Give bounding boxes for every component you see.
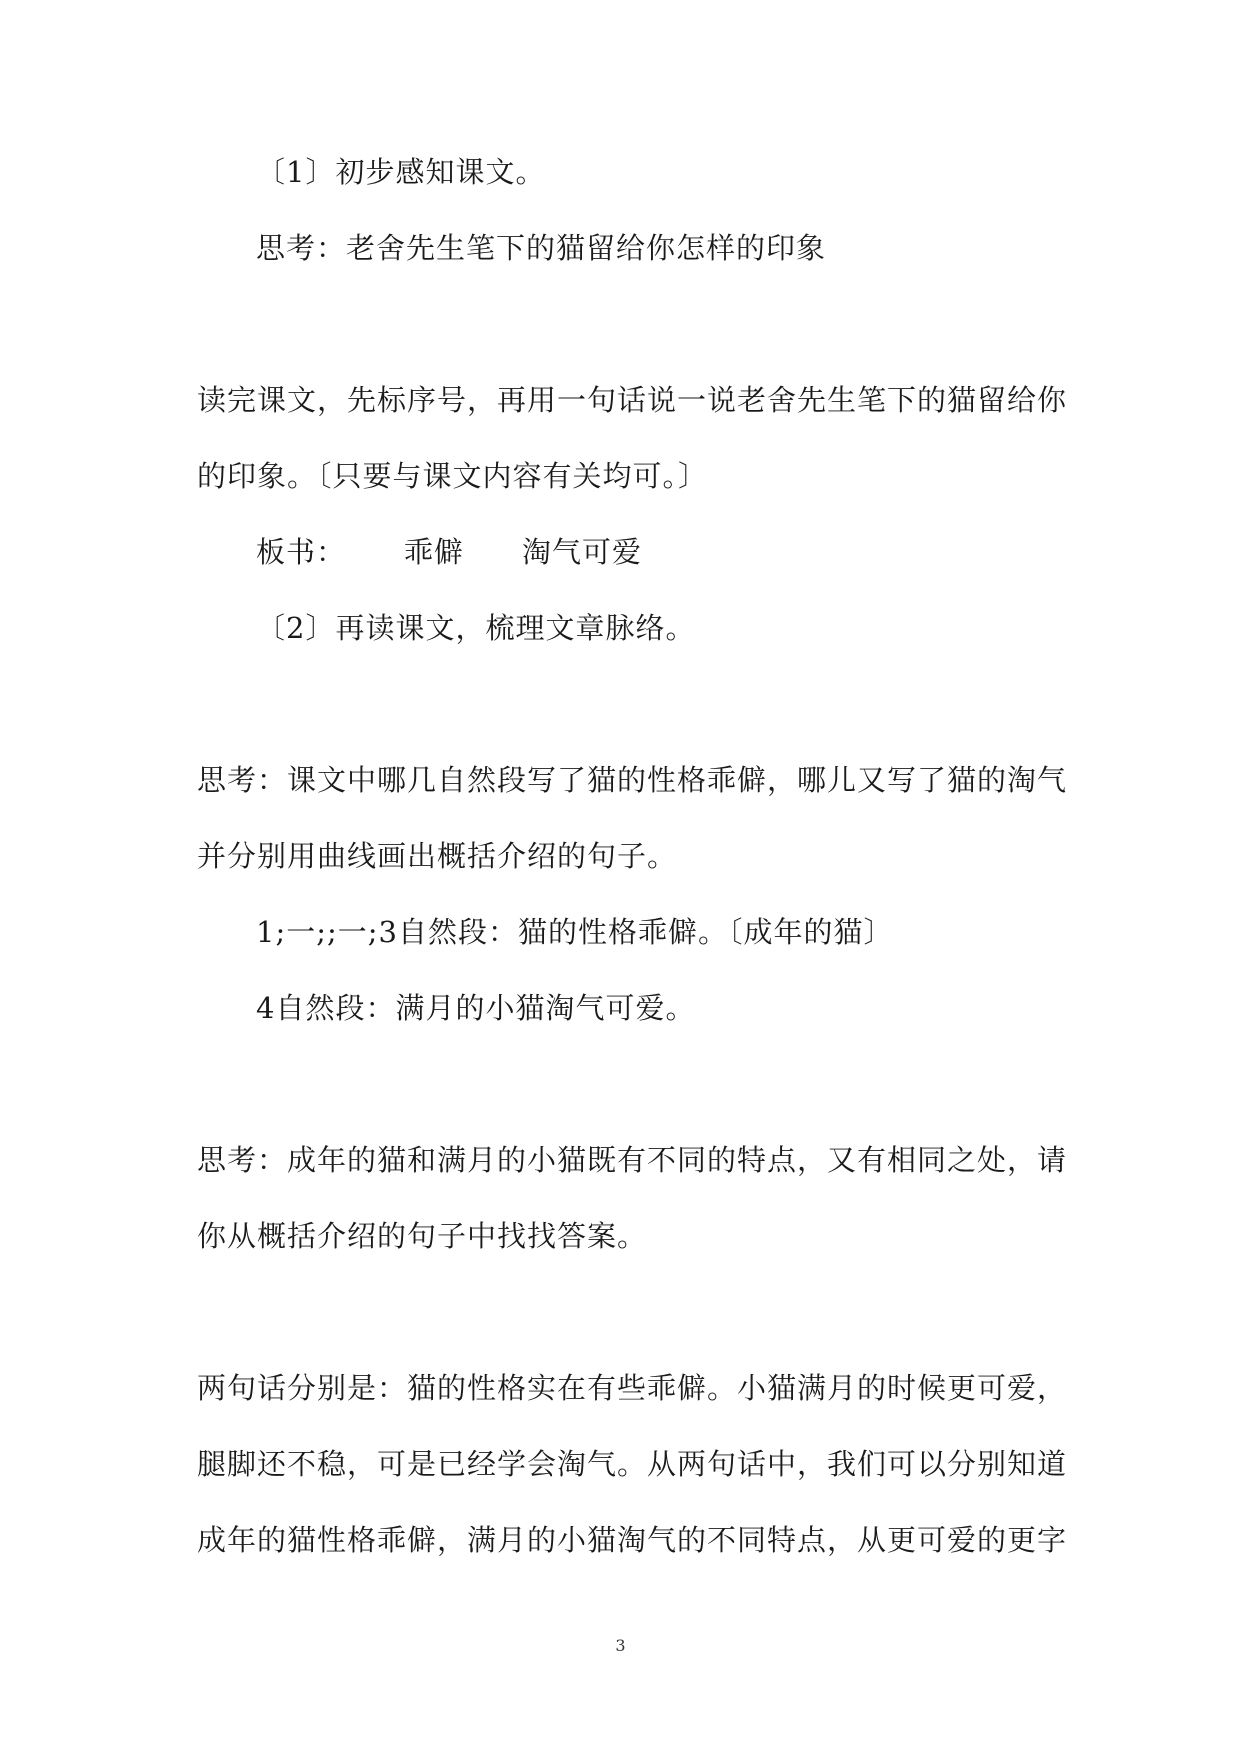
paragraph-line: 〔1〕初步感知课文。 bbox=[256, 155, 546, 189]
paragraph-line: 1;一;;一;3自然段：猫的性格乖僻。〔成年的猫〕 bbox=[256, 915, 894, 949]
paragraph-line: 4自然段：满月的小猫淘气可爱。 bbox=[256, 991, 696, 1025]
paragraph-line: 读完课文，先标序号，再用一句话说一说老舍先生笔下的猫留给你 bbox=[197, 383, 1068, 417]
paragraph-line: 〔2〕再读课文，梳理文章脉络。 bbox=[256, 611, 696, 645]
board-label: 板书： bbox=[256, 535, 347, 569]
paragraph-line: 两句话分别是：猫的性格实在有些乖僻。小猫满月的时候更可爱， bbox=[197, 1371, 1068, 1405]
paragraph-line: 思考：老舍先生笔下的猫留给你怎样的印象 bbox=[256, 231, 827, 265]
paragraph-line: 你从概括介绍的句子中找找答案。 bbox=[197, 1219, 648, 1253]
paragraph-line: 思考：成年的猫和满月的小猫既有不同的特点，又有相同之处，请 bbox=[197, 1143, 1068, 1177]
page-number: 3 bbox=[615, 1636, 626, 1655]
paragraph-line: 的印象。〔只要与课文内容有关均可。〕 bbox=[197, 459, 709, 493]
paragraph-line: 并分别用曲线画出概括介绍的句子。 bbox=[197, 839, 678, 873]
board-writing-line bbox=[256, 532, 642, 572]
board-item: 乖僻 bbox=[404, 535, 465, 569]
board-item: 淘气可爱 bbox=[522, 535, 643, 569]
paragraph-line: 思考：课文中哪几自然段写了猫的性格乖僻，哪儿又写了猫的淘气 bbox=[197, 763, 1068, 797]
paragraph-line: 腿脚还不稳，可是已经学会淘气。从两句话中，我们可以分别知道 bbox=[197, 1447, 1068, 1481]
paragraph-line: 成年的猫性格乖僻，满月的小猫淘气的不同特点，从更可爱的更字 bbox=[197, 1523, 1068, 1557]
